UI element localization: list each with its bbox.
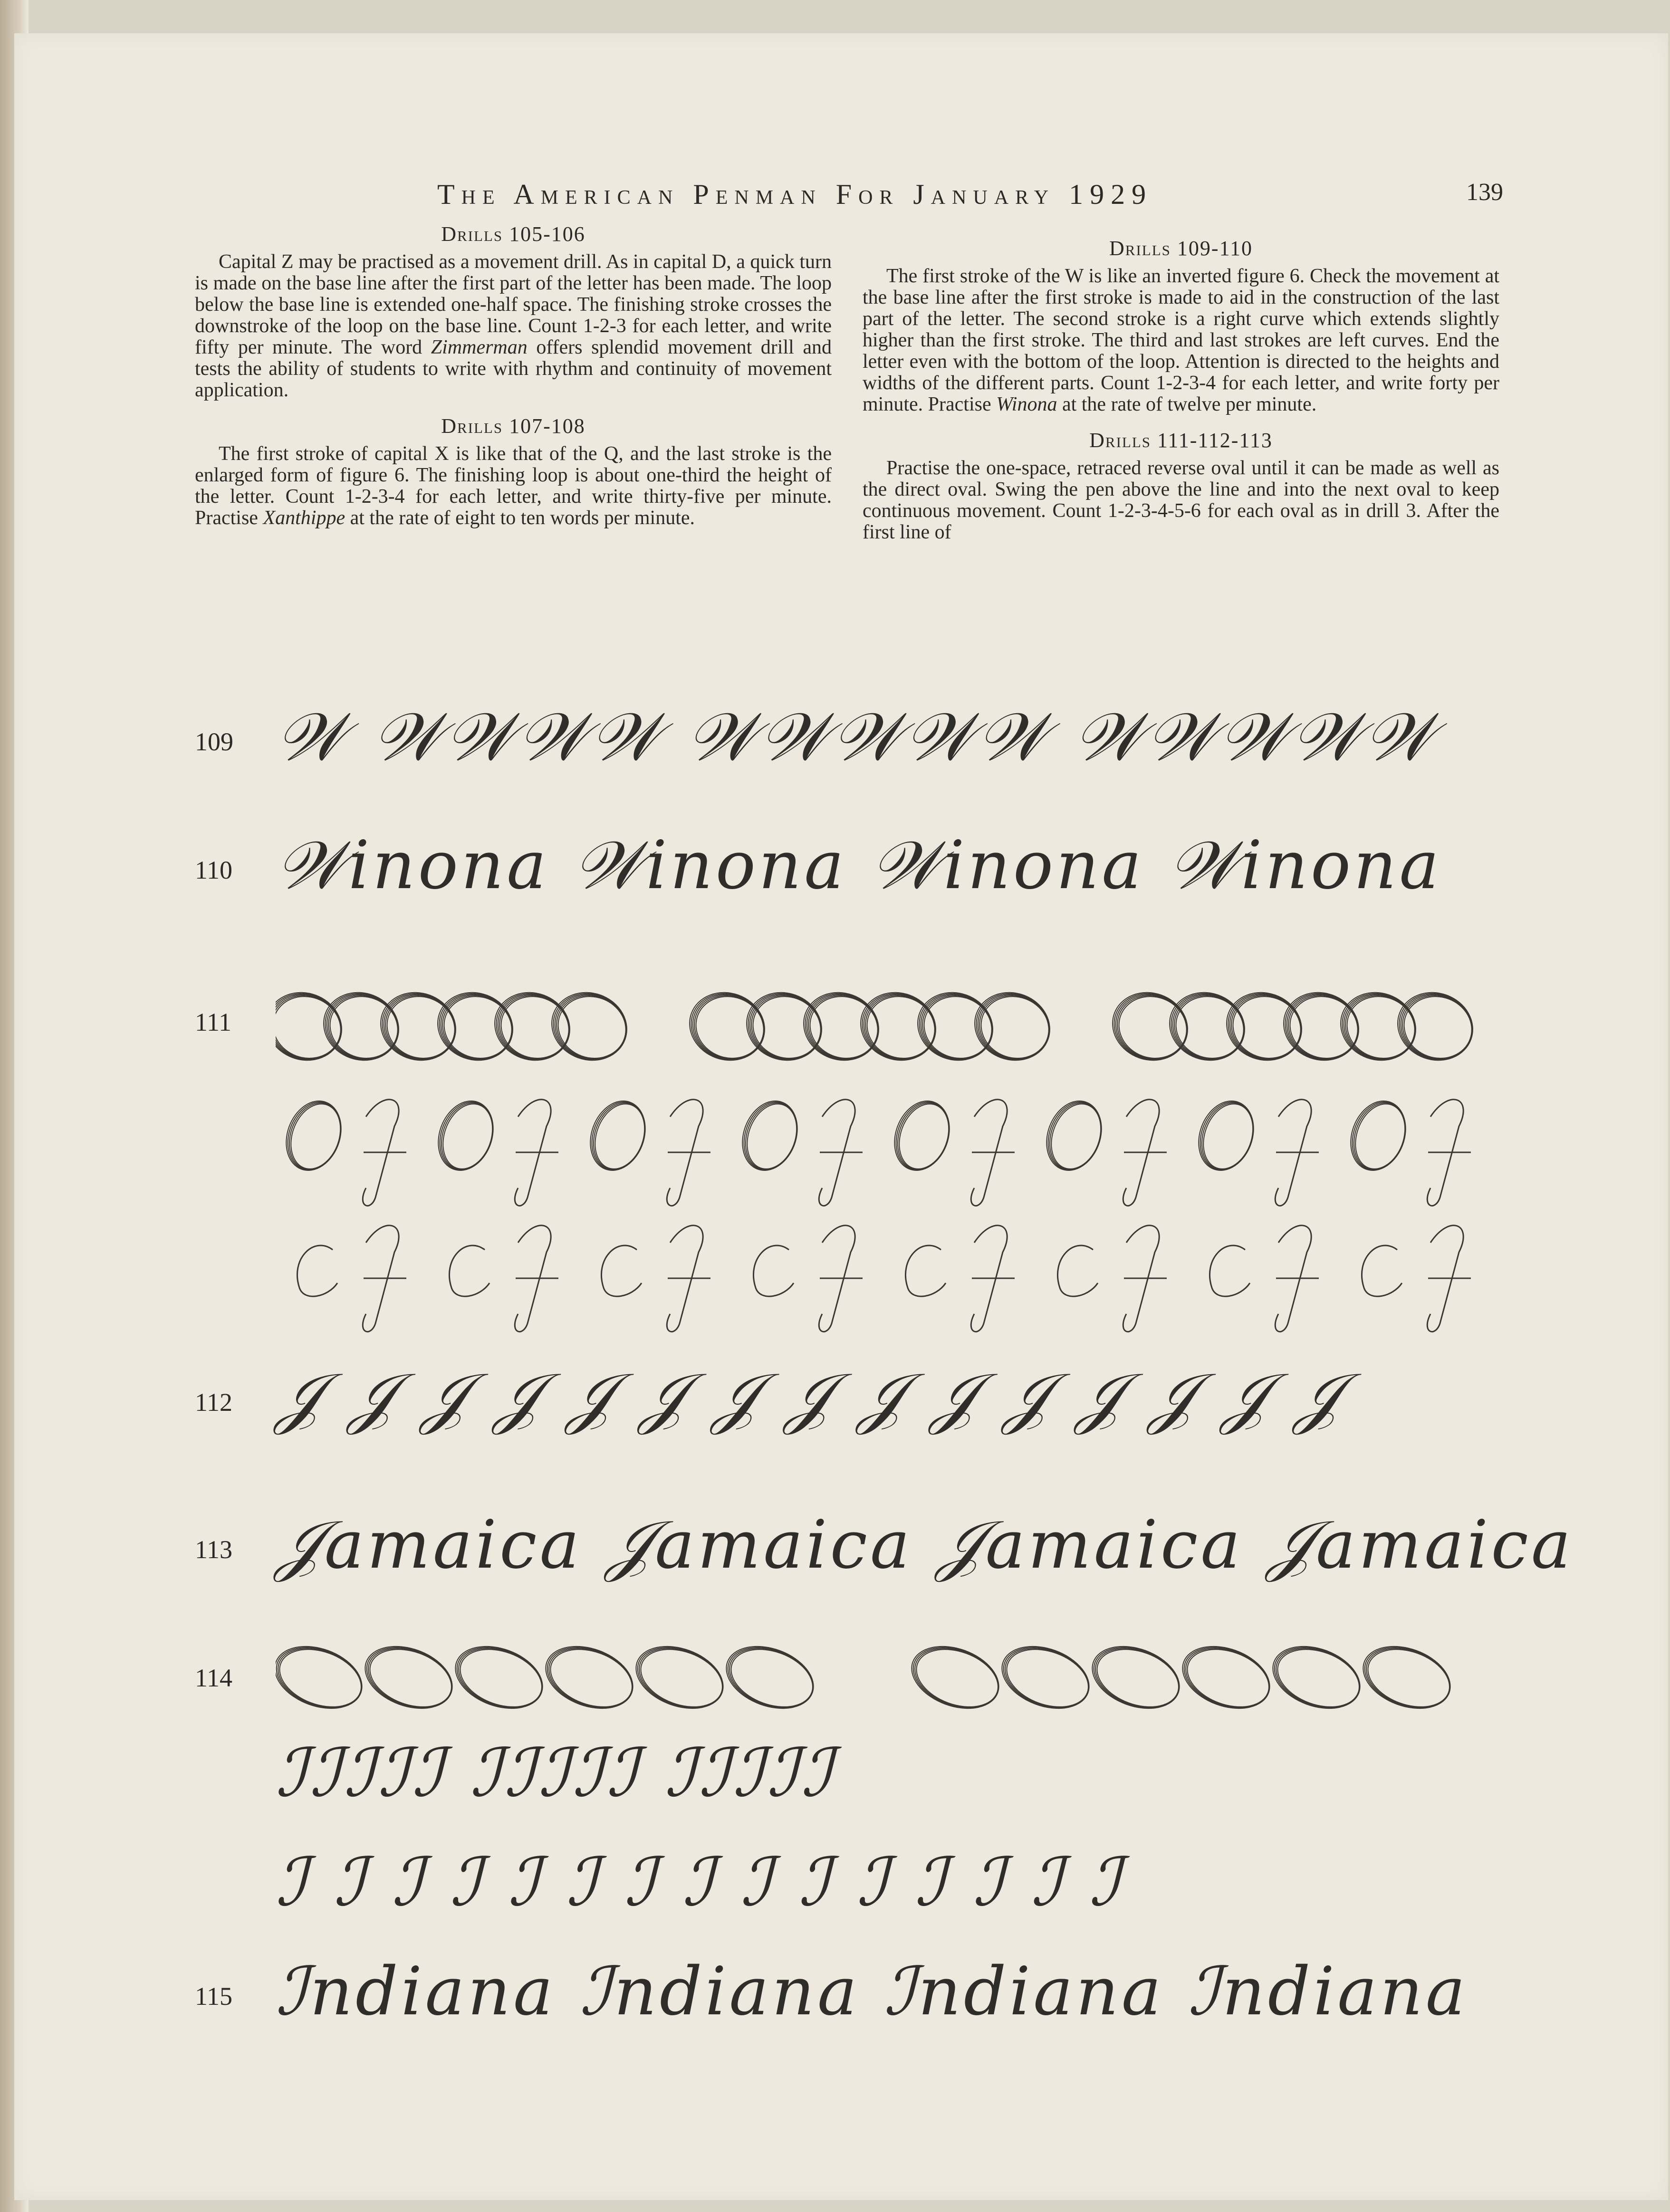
drill-number: 113 <box>195 1535 232 1564</box>
d-oval <box>720 1637 822 1719</box>
d-oval <box>1266 1637 1368 1719</box>
practice-word: Xanthippe <box>263 507 346 529</box>
script-specimen: ℐ ℐ ℐ ℐ ℐ ℐ ℐ ℐ ℐ ℐ ℐ ℐ ℐ ℐ ℐ <box>276 1844 1123 1921</box>
letter-j-stroke <box>819 1100 863 1206</box>
d-oval <box>629 1637 731 1719</box>
left-column <box>195 223 832 543</box>
d-oval <box>993 1635 1098 1720</box>
reverse-oval <box>1343 1094 1414 1177</box>
reverse-oval <box>685 986 773 1069</box>
drill-number: 112 <box>195 1388 232 1417</box>
c-j-row <box>276 1221 1521 1340</box>
reverse-oval <box>585 1096 653 1177</box>
reverse-oval <box>739 1097 805 1176</box>
reverse-oval <box>797 985 887 1069</box>
d-oval <box>1268 1637 1368 1718</box>
d-oval <box>1264 1635 1369 1720</box>
d-oval <box>1085 1637 1188 1719</box>
d-oval <box>447 1635 551 1720</box>
reverse-oval <box>319 986 407 1069</box>
script-specimen: 𝒲 𝒲𝒲𝒲𝒲 𝒲𝒲𝒲𝒲𝒲 𝒲𝒲𝒲𝒲𝒲 <box>276 699 1437 776</box>
letter-j-stroke <box>819 1226 863 1332</box>
d-oval <box>1178 1637 1277 1718</box>
reverse-oval <box>317 985 407 1069</box>
reverse-oval <box>431 1094 502 1177</box>
reverse-oval <box>970 986 1058 1069</box>
drill-heading: Drills 107-108 <box>441 414 585 438</box>
reverse-oval <box>856 986 944 1069</box>
c-curve-stroke <box>1057 1245 1098 1296</box>
d-oval <box>449 1637 551 1719</box>
practice-word: Zimmerman <box>431 336 528 358</box>
letter-j-stroke <box>1275 1100 1319 1206</box>
letter-j-stroke <box>667 1226 710 1332</box>
drill-number: 109 <box>195 728 233 756</box>
reverse-oval <box>1043 1097 1109 1176</box>
reverse-oval <box>282 1097 349 1176</box>
reverse-oval <box>1220 985 1310 1069</box>
d-oval <box>718 1635 822 1720</box>
reverse-oval <box>433 986 521 1069</box>
c-curve-stroke <box>449 1245 489 1296</box>
drill-paragraph: The first stroke of the W is like an inverted figure 6. Check the movement at the base line after the first stroke is made to aid in the construction of the last part of the letter. The second stroke is a right curve which extends slightly higher than the first stroke. The third and last strokes are left curves. End the letter even with the bottom of the loop. Attention is directed to the heights and widths of the different parts. Count 1-2-3-4 for each letter, and write forty per minute. Practise Winona at the rate of twelve per minute. <box>863 265 1499 415</box>
d-oval <box>1358 1637 1458 1718</box>
reverse-oval <box>735 1094 806 1177</box>
reverse-oval <box>546 985 635 1069</box>
letter-j-stroke <box>1275 1226 1319 1332</box>
reverse-oval <box>737 1096 806 1177</box>
letter-j-stroke <box>363 1100 406 1206</box>
reverse-oval <box>1393 986 1481 1069</box>
reverse-oval <box>434 1097 501 1176</box>
reverse-oval <box>1336 986 1424 1069</box>
reverse-oval <box>1347 1097 1413 1176</box>
script-specimen: 𝒥amaica 𝒥amaica 𝒥amaica 𝒥amaica <box>276 1506 1574 1584</box>
reverse-oval <box>854 985 944 1069</box>
reverse-oval <box>1277 985 1367 1069</box>
d-oval <box>631 1637 731 1718</box>
d-oval <box>358 1637 461 1719</box>
reverse-oval <box>489 985 578 1069</box>
letter-j-stroke <box>971 1226 1015 1332</box>
d-oval <box>539 1637 641 1719</box>
c-curve-stroke <box>753 1245 794 1296</box>
d-oval <box>1354 1635 1459 1720</box>
reverse-oval <box>1222 986 1310 1069</box>
page-number: 139 <box>1466 179 1503 206</box>
reverse-oval <box>432 1096 501 1177</box>
d-oval <box>905 1637 1007 1719</box>
reverse-oval <box>376 986 464 1069</box>
drill-number: 114 <box>195 1664 232 1692</box>
c-curve-stroke <box>1362 1245 1402 1296</box>
d-oval <box>997 1637 1097 1718</box>
reverse-oval <box>1165 986 1253 1069</box>
letter-j-stroke <box>363 1226 406 1332</box>
d-oval <box>541 1637 641 1718</box>
reverse-oval <box>374 985 464 1069</box>
reverse-oval <box>1163 985 1253 1069</box>
letter-j-stroke <box>1427 1100 1471 1206</box>
reverse-oval <box>912 985 1001 1069</box>
reverse-oval <box>280 1096 349 1177</box>
letter-j-stroke <box>515 1100 558 1206</box>
drill-number: 110 <box>195 856 232 884</box>
d-oval <box>627 1635 732 1720</box>
reverse-oval <box>1193 1096 1262 1177</box>
reverse-oval <box>1334 985 1424 1069</box>
reverse-oval <box>972 987 1057 1068</box>
right-column <box>863 238 1499 557</box>
drill-paragraph: The first stroke of capital X is like that of the Q, and the last stroke is the enlarged form of figure 6. The finishing loop is about one-third the height of the letter. Count 1-2-3-4 for each letter, and write thirty-five per minute. Practise Xanthippe at the rate of eight to ten words per minute. <box>195 443 832 529</box>
reverse-oval <box>913 986 1001 1069</box>
drill-114-d-ovals-row <box>276 1625 1521 1730</box>
d-oval <box>995 1637 1097 1719</box>
drill-paragraph: Capital Z may be practised as a movement drill. As in capital D, a quick turn is made on the base line after the first part of the letter has been made. The loop below the base line is extended one-half space. The finishing stroke crosses the downstroke of the loop on the base line. Count 1-2-3 for each letter, and write fifty per minute. The word Zimmerman offers splendid movement drill and tests the ability of students to write with rhythm and continuity of movement application. <box>195 251 832 401</box>
letter-j-stroke <box>1123 1226 1167 1332</box>
reverse-oval <box>1345 1096 1414 1177</box>
reverse-oval <box>583 1094 654 1177</box>
script-specimen: 𝒲inona 𝒲inona 𝒲inona 𝒲inona <box>276 827 1442 904</box>
d-oval <box>356 1635 461 1720</box>
letter-j-stroke <box>971 1100 1015 1206</box>
reverse-oval <box>1191 1094 1262 1177</box>
practice-word: Winona <box>996 393 1057 415</box>
reverse-oval <box>490 986 578 1069</box>
reverse-oval <box>683 985 773 1069</box>
d-oval <box>1356 1637 1459 1719</box>
reverse-oval <box>742 986 830 1069</box>
reverse-oval <box>432 985 521 1069</box>
reverse-oval <box>799 986 887 1069</box>
d-oval <box>451 1637 550 1718</box>
reverse-oval <box>278 1094 350 1177</box>
reverse-oval <box>1392 985 1481 1069</box>
reverse-oval <box>889 1096 958 1177</box>
reverse-oval <box>1041 1096 1110 1177</box>
drill-111-ovals-row <box>276 965 1521 1079</box>
reverse-oval <box>586 1097 653 1176</box>
reverse-oval <box>1106 985 1196 1069</box>
reverse-oval <box>969 985 1058 1069</box>
d-oval <box>907 1637 1007 1718</box>
letter-j-stroke <box>1427 1226 1471 1332</box>
drill-heading: Drills 111-112-113 <box>1089 429 1273 452</box>
reverse-oval <box>547 986 635 1069</box>
drill-heading: Drills 105-106 <box>441 222 585 246</box>
letter-j-stroke <box>515 1226 558 1332</box>
running-head: The American Penman For January 1929 <box>437 179 1153 210</box>
script-specimen: 𝒥 𝒥 𝒥 𝒥 𝒥 𝒥 𝒥 𝒥 𝒥 𝒥 𝒥 𝒥 𝒥 𝒥 𝒥 <box>276 1359 1344 1436</box>
d-oval <box>360 1637 460 1718</box>
letter-j-stroke <box>1123 1100 1167 1206</box>
reverse-oval <box>1195 1097 1261 1176</box>
d-oval <box>903 1635 1008 1720</box>
drill-number: 115 <box>195 1982 232 2011</box>
d-oval <box>1174 1635 1278 1720</box>
reverse-oval <box>1039 1094 1110 1177</box>
c-curve-stroke <box>297 1245 337 1296</box>
d-oval <box>1176 1637 1278 1719</box>
reverse-oval <box>740 985 830 1069</box>
c-curve-stroke <box>1209 1245 1250 1296</box>
script-specimen: ℐℐℐℐℐ ℐℐℐℐℐ ℐℐℐℐℐ <box>276 1734 835 1812</box>
reverse-oval <box>1395 987 1480 1068</box>
c-curve-stroke <box>601 1245 642 1296</box>
c-curve-stroke <box>905 1245 946 1296</box>
script-specimen: ℐndiana ℐndiana ℐndiana ℐndiana <box>276 1953 1468 2030</box>
reverse-oval <box>1279 986 1367 1069</box>
reverse-oval <box>891 1097 957 1176</box>
drill-paragraph: Practise the one-space, retraced reverse oval until it can be made as well as the direct oval. Swing the pen above the line and into the next oval to keep continuous movement. Count 1-2-3-4-5-6 for each oval as in drill 3. After the first line of <box>863 457 1499 543</box>
d-oval <box>537 1635 642 1720</box>
d-oval <box>1084 1635 1188 1720</box>
drill-heading: Drills 109-110 <box>1109 237 1253 260</box>
reverse-oval <box>549 987 634 1068</box>
d-oval <box>1087 1637 1187 1718</box>
d-oval <box>721 1637 821 1718</box>
letter-j-stroke <box>667 1100 710 1206</box>
reverse-oval <box>1108 986 1196 1069</box>
oval-j-row <box>276 1093 1521 1216</box>
reverse-oval <box>887 1094 958 1177</box>
drill-number: 111 <box>195 1008 231 1036</box>
